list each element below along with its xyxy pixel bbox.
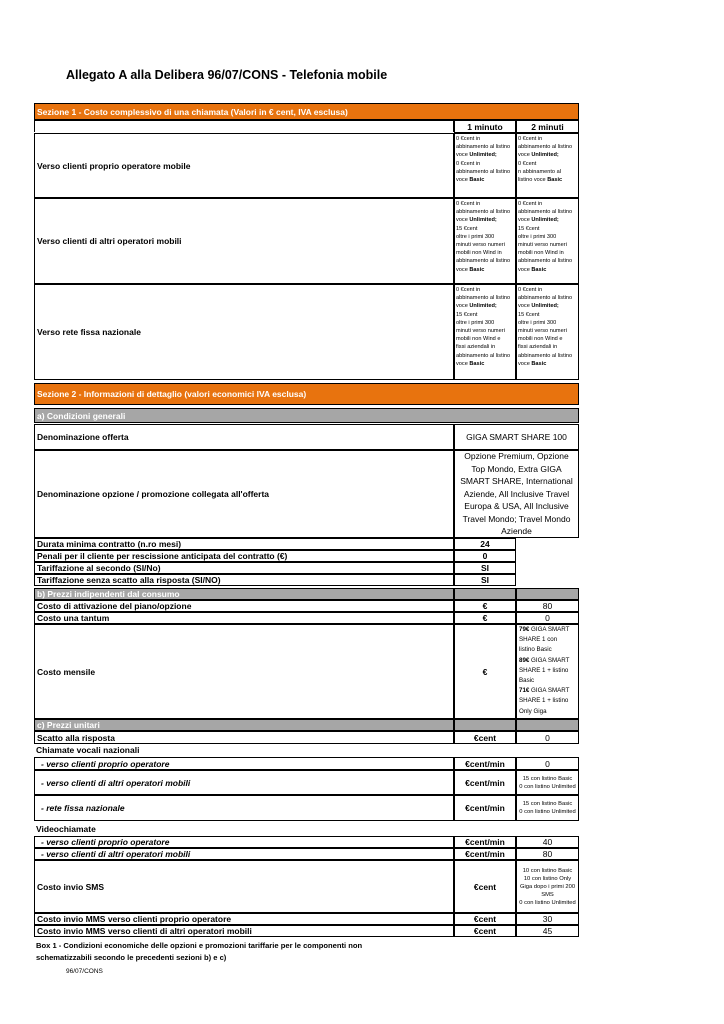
sms-value: 10 con listino Basic 10 con listino Only Giga dopo i primi 200 SMS 0 con listino Unlimited	[516, 860, 579, 913]
general-condition-label: Tariffazione senza scatto alla risposta (SI/NO)	[34, 574, 454, 586]
footer-code: 96/07/CONS	[66, 968, 103, 975]
general-condition-label: Penali per il cliente per rescissione anticipata del contratto (€)	[34, 550, 454, 562]
mms-cost-value: 45	[516, 925, 579, 937]
page-title: Allegato A alla Delibera 96/07/CONS - Telefonia mobile	[66, 68, 388, 82]
voice-call-value: 15 con listino Basic 0 con listino Unlimited	[516, 770, 579, 795]
cost-2-minutes: 0 €cent in abbinamento al listino voce Unlimited; 15 €cent oltre i primi 300 minuti verso numeri mobili non Wind in abbinamento al listino voce Basic	[516, 198, 579, 284]
voice-call-label: - verso clienti di altri operatori mobili	[34, 770, 454, 795]
monthly-cost-value: 79€ GIGA SMART SHARE 1 con listino Basic 89€ GIGA SMART SHARE 1 + listino Basic 71€ GIGA SMART SHARE 1 + listino Only Giga	[516, 624, 579, 719]
general-condition-value: SI	[454, 574, 516, 586]
video-call-unit: €cent/min	[454, 836, 516, 848]
general-condition-label: Tariffazione al secondo (SI/No)	[34, 562, 454, 574]
offer-label: Denominazione offerta	[34, 424, 454, 450]
box1-text: Box 1 - Condizioni economiche delle opzioni e promozioni tariffarie per le componenti non schematizzabili secondo le precedenti sezioni b) e c)	[36, 941, 363, 962]
section2-header: Sezione 2 - Informazioni di dettaglio (valori economici IVA esclusa)	[34, 383, 579, 405]
fixed-cost-label: Costo di attivazione del piano/opzione	[34, 600, 454, 612]
prices-independent-header: b) Prezzi indipendenti dal consumo	[34, 588, 454, 600]
option-label: Denominazione opzione / promozione collegata all'offerta	[34, 450, 454, 538]
video-call-label: - verso clienti di altri operatori mobili	[34, 848, 454, 860]
cost-2-minutes: 0 €cent in abbinamento al listino voce Unlimited; 0 €cent n abbinamento al listino voce Basic	[516, 133, 579, 198]
sms-label: Costo invio SMS	[34, 860, 454, 913]
col-2-minuti: 2 minuti	[516, 120, 579, 133]
call-destination-label: Verso rete fissa nazionale	[34, 284, 454, 380]
option-value: Opzione Premium, Opzione Top Mondo, Extra GIGA SMART SHARE, International Aziende, All Inclusive Travel Europa & USA, All Inclusive Travel Mondo; Travel Mondo Aziende	[454, 450, 579, 538]
mms-cost-value: 30	[516, 913, 579, 925]
mms-cost-label: Costo invio MMS verso clienti proprio operatore	[34, 913, 454, 925]
fixed-cost-value: 0	[516, 612, 579, 624]
cost-1-minute: 0 €cent in abbinamento al listino voce Unlimited; 0 €cent in abbinamento al listino voce Basic	[454, 133, 516, 198]
voice-calls-header: Chiamate vocali nazionali	[36, 745, 140, 755]
scatto-label: Scatto alla risposta	[34, 731, 454, 744]
fixed-cost-value: 80	[516, 600, 579, 612]
scatto-unit: €cent	[454, 731, 516, 744]
video-call-value: 40	[516, 836, 579, 848]
mms-cost-unit: €cent	[454, 925, 516, 937]
general-condition-label: Durata minima contratto (n.ro mesi)	[34, 538, 454, 550]
col-1-minuto: 1 minuto	[454, 120, 516, 133]
video-call-unit: €cent/min	[454, 848, 516, 860]
voice-call-value: 15 con listino Basic 0 con listino Unlimited	[516, 795, 579, 821]
cost-1-minute: 0 €cent in abbinamento al listino voce Unlimited; 15 €cent oltre i primi 300 minuti verso numeri mobili non Wind e fissi aziendali in abbinamento al listino voce Basic	[454, 284, 516, 380]
voice-call-unit: €cent/min	[454, 770, 516, 795]
section1-header: Sezione 1 - Costo complessivo di una chiamata (Valori in € cent, IVA esclusa)	[34, 103, 579, 120]
monthly-cost-label: Costo mensile	[34, 624, 454, 719]
call-destination-label: Verso clienti di altri operatori mobili	[34, 198, 454, 284]
monthly-cost-unit: €	[454, 624, 516, 719]
voice-call-unit: €cent/min	[454, 757, 516, 770]
general-condition-value: SI	[454, 562, 516, 574]
scatto-value: 0	[516, 731, 579, 744]
voice-call-label: - rete fissa nazionale	[34, 795, 454, 821]
offer-value: GIGA SMART SHARE 100	[454, 424, 579, 450]
voice-call-label: - verso clienti proprio operatore	[34, 757, 454, 770]
call-destination-label: Verso clienti proprio operatore mobile	[34, 133, 454, 198]
cost-1-minute: 0 €cent in abbinamento al listino voce Unlimited; 15 €cent oltre i primi 300 minuti verso numeri mobili non Wind in abbinamento al listino voce Basic	[454, 198, 516, 284]
header-filler	[516, 588, 579, 600]
mms-cost-label: Costo invio MMS verso clienti di altri operatori mobili	[34, 925, 454, 937]
header-filler	[516, 719, 579, 731]
voice-call-value: 0	[516, 757, 579, 770]
fixed-cost-label: Costo una tantum	[34, 612, 454, 624]
section1-col-spacer	[34, 120, 454, 132]
fixed-cost-unit: €	[454, 612, 516, 624]
video-call-label: - verso clienti proprio operatore	[34, 836, 454, 848]
fixed-cost-unit: €	[454, 600, 516, 612]
video-call-value: 80	[516, 848, 579, 860]
conditions-header: a) Condizioni generali	[34, 408, 579, 423]
voice-call-unit: €cent/min	[454, 795, 516, 821]
mms-cost-unit: €cent	[454, 913, 516, 925]
header-filler	[454, 588, 516, 600]
sms-unit: €cent	[454, 860, 516, 913]
video-calls-header: Videochiamate	[36, 824, 96, 834]
cost-2-minutes: 0 €cent in abbinamento al listino voce Unlimited; 15 €cent oltre i primi 300 minuti verso numeri mobili non Wind e fissi aziendali in abbinamento al listino voce Basic	[516, 284, 579, 380]
header-filler	[454, 719, 516, 731]
unit-prices-header: c) Prezzi unitari	[34, 719, 454, 731]
general-condition-value: 0	[454, 550, 516, 562]
general-condition-value: 24	[454, 538, 516, 550]
